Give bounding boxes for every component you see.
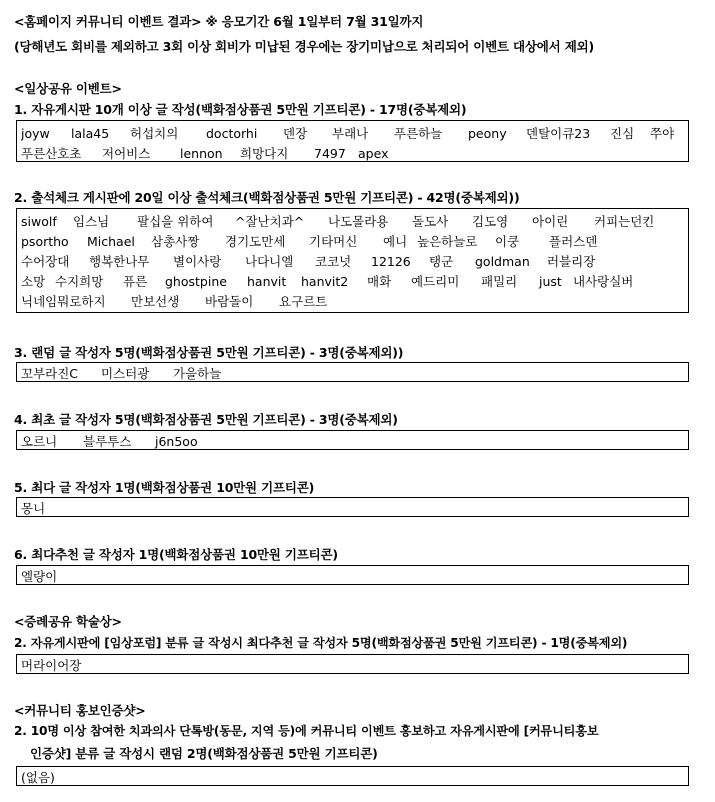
item-title-first-writer: 4. 최초 글 작성자 5명(백화점상품권 5만원 기프티콘) - 3명(중복제외) (14, 412, 398, 427)
winner-row (21, 271, 684, 291)
winner-name: 팔십을 위하여 (137, 214, 214, 229)
winner-row (21, 291, 684, 311)
winner-name: 쭈야 (650, 126, 675, 141)
winner-name: 기타머신 (309, 234, 358, 249)
notice-line: (당해년도 회비를 제외하고 3회 이상 회비가 미납된 경우에는 장기미납으로 처리되어 이벤트 대상에서 제외) (14, 39, 594, 54)
winner-name: 나다니엘 (245, 254, 294, 269)
item-title-promo-line2: 인증샷] 분류 글 작성시 랜덤 2명(백화점상품권 5만원 기프티콘) (30, 746, 378, 761)
winner-name: goldman (475, 253, 530, 269)
winner-name: 예드리미 (411, 274, 460, 289)
winner-name: 내사랑실버 (573, 274, 634, 289)
winner-name: (없음) (21, 770, 55, 785)
winner-name: 높은하늘로 (417, 234, 478, 249)
winner-name: 7497 (314, 145, 346, 161)
winner-box-random-writer (16, 362, 689, 382)
winner-name: 나도몰라용 (328, 214, 389, 229)
winner-box-promo (16, 766, 689, 786)
item-title-clinical-forum: 2. 자유게시판에 [임상포럼] 분류 글 작성시 최다추천 글 작성자 5명(백화점상품권 5만원 기프티콘) - 1명(중복제외) (14, 636, 628, 650)
winner-name: 패밀리 (481, 274, 518, 289)
item-title-most-posts: 5. 최다 글 작성자 1명(백화점상품권 10만원 기프티콘) (14, 480, 315, 495)
winner-name: lennon (180, 145, 223, 161)
winner-name: 미스터광 (101, 366, 150, 381)
winner-name: 허섭치의 (130, 126, 179, 141)
winner-name: 저어비스 (102, 146, 151, 161)
winner-name: 꼬부라진C (21, 366, 79, 381)
winner-name: 머라이어장 (21, 658, 82, 673)
winner-row (21, 500, 684, 516)
winner-name: 바람돌이 (205, 294, 254, 309)
winner-name: psortho (21, 233, 69, 249)
winner-row (21, 568, 684, 584)
winner-name: joyw (21, 125, 50, 141)
winner-row (21, 657, 684, 673)
winner-name: 돌도사 (412, 214, 449, 229)
winner-row (21, 251, 684, 271)
winner-name: 커피는던킨 (594, 214, 655, 229)
winner-name: 만보선생 (131, 294, 180, 309)
winner-name: 푸른산호초 (21, 146, 82, 161)
winner-name: 플러스덴 (549, 234, 598, 249)
winner-box-free-board (16, 120, 689, 162)
winner-name: 임스님 (73, 214, 110, 229)
winner-name: 소망 (21, 274, 46, 289)
winner-row (21, 211, 684, 231)
winner-box-most-recommended (16, 565, 689, 585)
section-heading-case: <증례공유 학술상> (14, 614, 122, 629)
winner-name: 예니 (383, 234, 408, 249)
winner-name: ^잘난치과^ (235, 214, 305, 229)
winner-name: peony (468, 125, 507, 141)
item-title-attendance: 2. 출석체크 게시판에 20일 이상 출석체크(백화점상품권 5만원 기프티콘) - 42명(중복제외)) (14, 190, 520, 205)
page-title: <홈페이지 커뮤니티 이벤트 결과> ※ 응모기간 6월 1일부터 7월 31일까지 (14, 14, 424, 29)
winner-row (21, 231, 684, 251)
winner-row (21, 769, 684, 785)
winner-name: Michael (87, 233, 135, 249)
winner-name: 러블리장 (547, 254, 596, 269)
winner-row (21, 433, 684, 449)
item-title-free-board: 1. 자유게시판 10개 이상 글 작성(백화점상품권 5만원 기프티콘) - 17명(중복제외) (14, 102, 467, 117)
winner-name: 12126 (371, 253, 411, 269)
winner-name: 몽니 (21, 501, 46, 516)
winner-name: 블루투스 (83, 434, 132, 449)
winner-name: 삼총사짱 (151, 234, 200, 249)
winner-name: ghostpine (165, 273, 227, 289)
winner-name: lala45 (71, 125, 110, 141)
winner-row (21, 365, 684, 381)
winner-name: 수어장대 (21, 254, 70, 269)
winner-name: 김도영 (472, 214, 509, 229)
winner-name: just (539, 273, 562, 289)
winner-name: 엘량이 (21, 569, 58, 584)
winner-name: 별이사랑 (173, 254, 222, 269)
winner-name: 덴탈이큐23 (526, 126, 591, 141)
winner-name: siwolf (21, 213, 57, 229)
item-title-promo-line1: 2. 10명 이상 참여한 치과의사 단톡방(동문, 지역 등)에 커뮤니티 이벤트 홍보하고 자유게시판에 [커뮤니티홍보 (14, 724, 599, 738)
winner-name: hanvit2 (301, 273, 349, 289)
winner-name: 수지희망 (55, 274, 104, 289)
winner-box-clinical-forum (16, 654, 689, 674)
winner-name: j6n5oo (155, 433, 198, 449)
item-title-random-writer: 3. 랜덤 글 작성자 5명(백화점상품권 5만원 기프티콘) - 3명(중복제외)) (14, 345, 404, 360)
winner-name: doctorhi (206, 125, 258, 141)
winner-name: 퓨른 (123, 274, 148, 289)
winner-name: 코코넛 (315, 254, 352, 269)
winner-box-attendance (16, 208, 689, 313)
winner-name: hanvit (247, 273, 287, 289)
winner-box-first-writer (16, 430, 689, 450)
item-title-most-recommended: 6. 최다추천 글 작성자 1명(백화점상품권 10만원 기프티콘) (14, 547, 338, 562)
winner-name: 오르니 (21, 434, 58, 449)
section-heading-daily: <일상공유 이벤트> (14, 81, 122, 96)
winner-name: 탱군 (429, 254, 454, 269)
winner-row (21, 143, 684, 163)
winner-name: 아이린 (532, 214, 569, 229)
winner-name: 덴장 (283, 126, 308, 141)
section-heading-promo: <커뮤니티 홍보인증샷> (14, 703, 146, 718)
winner-box-most-posts (16, 497, 689, 517)
winner-name: 경기도만세 (225, 234, 286, 249)
winner-name: 행복한나무 (89, 254, 150, 269)
winner-name: 희망다지 (240, 146, 289, 161)
winner-name: 부래나 (332, 126, 369, 141)
winner-name: 가을하늘 (173, 366, 222, 381)
winner-name: 이쿵 (495, 234, 520, 249)
winner-name: 진심 (610, 126, 635, 141)
winner-name: 닉네임뭐로하지 (21, 294, 106, 309)
winner-name: 매화 (367, 274, 392, 289)
winner-row (21, 123, 684, 143)
winner-name: 요구르트 (279, 294, 328, 309)
winner-name: apex (358, 145, 389, 161)
winner-name: 푸른하늘 (394, 126, 443, 141)
